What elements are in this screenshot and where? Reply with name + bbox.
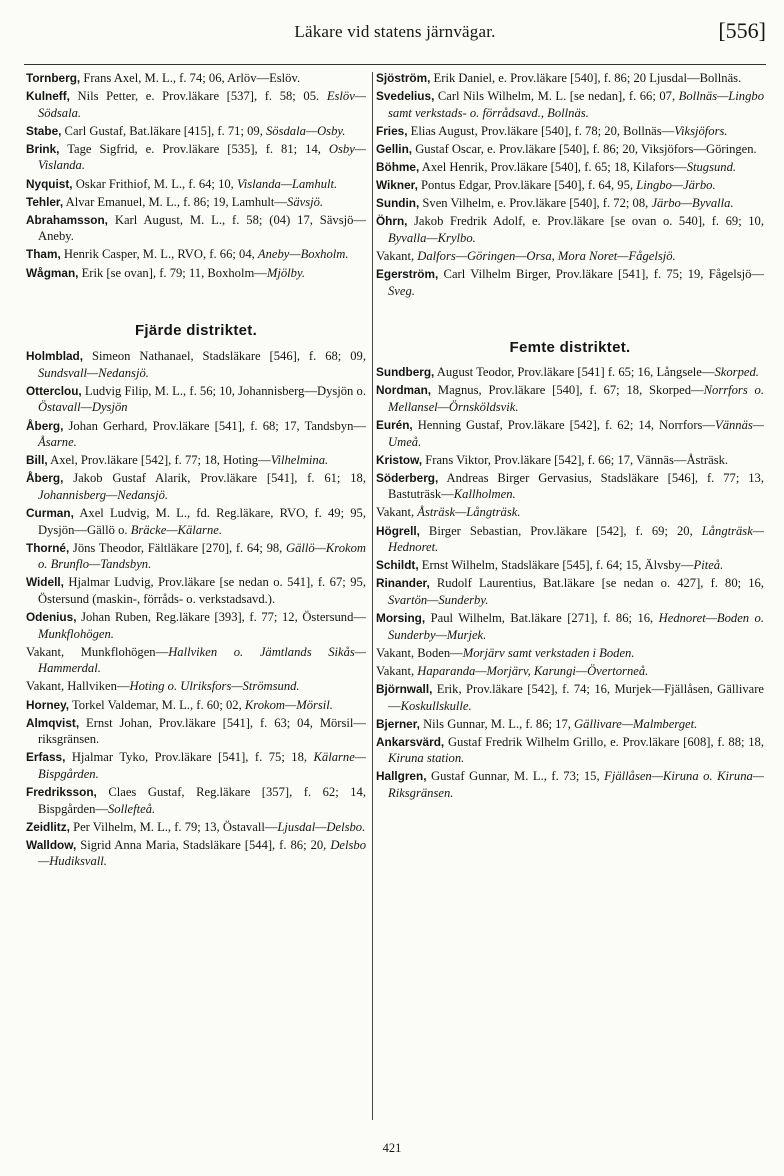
directory-entry bbox=[26, 123, 366, 140]
entry-place: Gällivare—Malmberget. bbox=[574, 716, 698, 731]
directory-entry bbox=[26, 784, 366, 817]
entry-text: Gustaf Oscar, e. Prov.läkare [540], f. 86; 20, Viksjöfors—Göringen. bbox=[412, 141, 757, 156]
directory-entry bbox=[376, 382, 764, 415]
directory-entry bbox=[376, 248, 764, 265]
entry-place: Johannisberg—Nedansjö. bbox=[38, 487, 169, 502]
entry-name: Hallgren, bbox=[376, 769, 427, 784]
directory-entry bbox=[26, 678, 366, 695]
directory-entry bbox=[376, 88, 764, 121]
entry-name: Söderberg, bbox=[376, 470, 439, 485]
entry-name: Morsing, bbox=[376, 611, 426, 626]
entry-name: Widell, bbox=[26, 575, 64, 590]
entry-text: Axel, Prov.läkare [542], f. 77; 18, Hoting— bbox=[47, 453, 271, 468]
directory-entry bbox=[376, 523, 764, 556]
entry-place: Munkflohögen. bbox=[38, 626, 114, 641]
entry-text: Ernst Johan, Prov.läkare [541], f. 63; 04, Mörsil—riksgränsen. bbox=[38, 715, 366, 747]
entry-name: Åberg, bbox=[26, 471, 64, 486]
entry-text: Erik [se ovan], f. 79; 11, Boxholm— bbox=[78, 265, 267, 280]
entry-text: Andreas Birger Gervasius, Stadsläkare [546], f. 77; 13, Bastuträsk— bbox=[388, 470, 764, 502]
entry-name: Stabe, bbox=[26, 123, 62, 138]
entry-text: Vakant, bbox=[376, 248, 418, 263]
entry-name: Bill, bbox=[26, 453, 48, 468]
entry-text: Erik, Prov.läkare [542], f. 74; 16, Murjek—Fjällåsen, Gällivare— bbox=[388, 681, 764, 713]
entry-place: Skorped. bbox=[714, 365, 759, 380]
entry-place: Vislanda—Lamhult. bbox=[236, 176, 338, 191]
directory-entry bbox=[376, 177, 764, 194]
entry-text: Birger Sebastian, Prov.läkare [542], f. 69; 20, bbox=[419, 523, 702, 538]
section-title-fjarde: Fjärde distriktet. bbox=[134, 322, 258, 340]
entry-place: Viksjöfors. bbox=[674, 123, 728, 138]
entry-name: Öhrn, bbox=[376, 214, 408, 229]
entry-place: Krokom—Mörsil. bbox=[244, 697, 333, 712]
directory-entry bbox=[376, 266, 764, 299]
directory-entry bbox=[376, 452, 764, 469]
entry-place: Svartön—Sunderby. bbox=[388, 592, 489, 607]
entry-text: Nils Petter, e. Prov.läkare [537], f. 58; 05. bbox=[69, 89, 327, 104]
entry-place: Sösdala—Osby. bbox=[266, 123, 346, 138]
entry-name: Böhme, bbox=[376, 159, 420, 174]
entry-text: Frans Viktor, Prov.läkare [542], f. 66; 17, Vännäs—Åsträsk. bbox=[422, 452, 729, 467]
entry-place: Fjällåsen—Kiruna o. Kiruna—Riksgränsen. bbox=[388, 769, 764, 800]
entry-place: Osby—Vislanda. bbox=[38, 141, 366, 173]
left-column bbox=[26, 70, 366, 871]
directory-entry bbox=[376, 470, 764, 503]
entry-name: Erfass, bbox=[26, 750, 66, 765]
entry-name: Nyquist, bbox=[26, 176, 73, 191]
directory-entry bbox=[376, 575, 764, 608]
right-entries-top bbox=[376, 70, 764, 299]
directory-entry bbox=[376, 768, 764, 801]
directory-entry bbox=[376, 159, 764, 176]
directory-entry bbox=[26, 574, 366, 607]
entry-text: Tage Sigfrid, e. Prov.läkare [535], f. 81; 14, bbox=[59, 141, 329, 156]
entry-name: Almqvist, bbox=[26, 715, 80, 730]
entry-place: Norrfors o. Mellansel—Örnsköldsvik. bbox=[388, 383, 764, 414]
entry-text: Rudolf Laurentius, Bat.läkare [se nedan o. 427], f. 80; 16, bbox=[429, 576, 764, 591]
entry-text: Axel Ludvig, M. L., fd. Reg.läkare, RVO, f. 49; 95, Dysjön—Gällö o. bbox=[38, 505, 366, 537]
entry-place: Ljusdal—Delsbo. bbox=[277, 819, 366, 834]
entry-place: Sundsvall—Nedansjö. bbox=[38, 365, 149, 380]
directory-entry bbox=[376, 123, 764, 140]
entry-name: Fries, bbox=[376, 123, 408, 138]
directory-entry bbox=[26, 837, 366, 870]
entry-text: Sven Vilhelm, e. Prov.läkare [540], f. 72; 08, bbox=[419, 196, 652, 211]
entry-place: Sävsjö. bbox=[287, 194, 324, 209]
entry-name: Gellin, bbox=[376, 141, 413, 156]
entry-name: Nordman, bbox=[376, 383, 432, 398]
entry-place: Hoting o. Ulriksfors—Strömsund. bbox=[129, 679, 300, 694]
entry-text: Carl Nils Wilhelm, M. L. [se nedan], f. 66; 07, bbox=[434, 89, 679, 104]
entry-place: Kallholmen. bbox=[453, 487, 516, 502]
entry-name: Tehler, bbox=[26, 194, 64, 209]
directory-entry bbox=[26, 819, 366, 836]
entry-text: Ernst Wilhelm, Stadsläkare [545], f. 64; 15, Älvsby— bbox=[418, 558, 694, 573]
entry-text: Alvar Emanuel, M. L., f. 86; 19, Lamhult— bbox=[63, 194, 288, 209]
entry-name: Sundberg, bbox=[376, 365, 435, 380]
directory-entry bbox=[26, 644, 366, 677]
entry-name: Bjerner, bbox=[376, 716, 420, 731]
entry-text: Axel Henrik, Prov.läkare [540], f. 65; 18, Kilafors— bbox=[419, 159, 687, 174]
right-column bbox=[376, 70, 764, 803]
entry-place: Sveg. bbox=[388, 283, 415, 298]
entry-place: Morjärv samt verkstaden i Boden. bbox=[462, 645, 635, 660]
left-entries-top bbox=[26, 70, 366, 281]
entry-text: Vakant, Hallviken— bbox=[26, 679, 130, 694]
entry-text: Elias August, Prov.läkare [540], f. 78; 20, Bollnäs— bbox=[407, 123, 675, 138]
entry-text: Simeon Nathanael, Stadsläkare [546], f. 68; 09, bbox=[83, 349, 366, 364]
entry-text: Jakob Fredrik Adolf, e. Prov.läkare [se ovan o. 540], f. 69; 10, bbox=[407, 214, 764, 229]
entry-text: Vakant, bbox=[376, 505, 418, 520]
entry-name: Eurén, bbox=[376, 418, 413, 432]
entry-name: Egerström, bbox=[376, 267, 439, 282]
entry-name: Sundin, bbox=[376, 196, 420, 211]
directory-entry bbox=[376, 213, 764, 246]
entry-text: Erik Daniel, e. Prov.läkare [540], f. 86; 20 Ljusdal—Bollnäs. bbox=[430, 71, 742, 85]
directory-entry bbox=[26, 176, 366, 193]
section-title-femte: Femte distriktet. bbox=[509, 339, 631, 357]
entry-text: Vakant, Boden— bbox=[376, 645, 463, 660]
directory-entry bbox=[26, 715, 366, 748]
entry-text: Carl Gustaf, Bat.läkare [415], f. 71; 09, bbox=[61, 123, 266, 138]
entry-name: Horney, bbox=[26, 697, 70, 712]
directory-entry bbox=[376, 734, 764, 767]
directory-entry bbox=[26, 383, 366, 416]
entry-text: Magnus, Prov.läkare [540], f. 67; 18, Skorped— bbox=[431, 383, 704, 398]
directory-entry bbox=[376, 417, 764, 450]
directory-entry bbox=[376, 610, 764, 643]
entry-name: Brink, bbox=[26, 141, 60, 156]
directory-entry bbox=[26, 265, 366, 282]
directory-entry bbox=[376, 70, 764, 87]
entry-place: Sollefteå. bbox=[107, 801, 156, 816]
entry-text: Hjalmar Tyko, Prov.läkare [541], f. 75; 18, bbox=[65, 750, 314, 765]
entry-name: Ankarsvärd, bbox=[376, 734, 445, 749]
directory-entry bbox=[26, 505, 366, 538]
entry-place: Åsarne. bbox=[38, 435, 77, 450]
entry-place: Bollnäs—Lingbo samt verkstads- o. förrådsavd., Bollnäs. bbox=[388, 89, 764, 120]
entry-place: Haparanda—Morjärv, Karungi—Övertorneå. bbox=[417, 663, 649, 678]
entry-name: Björnwall, bbox=[376, 681, 433, 696]
entry-text: Claes Gustaf, Reg.läkare [357], f. 62; 14, Bispgården— bbox=[38, 784, 366, 816]
entry-place: Vilhelmina. bbox=[270, 453, 329, 468]
entry-text: Jöns Theodor, Fältläkare [270], f. 64; 98, bbox=[69, 540, 286, 555]
directory-entry bbox=[26, 418, 366, 451]
directory-entry bbox=[26, 88, 366, 121]
entry-name: Tornberg, bbox=[26, 71, 81, 85]
entry-place: Bräcke—Kälarne. bbox=[130, 522, 222, 537]
entry-name: Fredriksson, bbox=[26, 784, 97, 799]
directory-entry bbox=[376, 645, 764, 662]
left-entries-bottom bbox=[26, 348, 366, 870]
entry-place: Lingbo—Järbo. bbox=[636, 178, 716, 193]
entry-text: Pontus Edgar, Prov.läkare [540], f. 64, 95, bbox=[417, 178, 637, 193]
entry-place: Piteå. bbox=[693, 558, 724, 573]
directory-entry bbox=[26, 141, 366, 174]
entry-text: Vakant, bbox=[376, 663, 418, 678]
entry-place: Långträsk—Hednoret. bbox=[388, 523, 764, 555]
entry-text: Henning Gustaf, Prov.läkare [542], f. 62; 14, Norrfors— bbox=[412, 418, 716, 432]
header-rule bbox=[24, 64, 766, 65]
entry-text: Frans Axel, M. L., f. 74; 06, Arlöv—Eslöv. bbox=[80, 71, 301, 85]
directory-entry bbox=[26, 246, 366, 263]
entry-name: Kulneff, bbox=[26, 89, 70, 104]
entry-name: Sjöström, bbox=[376, 71, 431, 85]
entry-text: Per Vilhelm, M. L., f. 79; 13, Östavall— bbox=[69, 819, 278, 834]
directory-entry bbox=[376, 141, 764, 158]
directory-entry bbox=[376, 364, 764, 381]
entry-text: Vakant, Munkflohögen— bbox=[26, 644, 169, 659]
entry-text: Gustaf Fredrik Wilhelm Grillo, e. Prov.läkare [608], f. 88; 18, bbox=[444, 734, 764, 749]
entry-text: Henrik Casper, M. L., RVO, f. 66; 04, bbox=[60, 247, 258, 262]
entry-place: Mjölby. bbox=[266, 265, 305, 280]
entry-text: Paul Wilhelm, Bat.läkare [271], f. 86; 16, bbox=[425, 611, 659, 626]
entry-place: Dalfors—Göringen—Orsa, Mora Noret—Fågelsjö. bbox=[417, 248, 676, 263]
entry-place: Eslöv—Södsala. bbox=[38, 89, 366, 120]
entry-place: Aneby—Boxholm. bbox=[257, 247, 349, 262]
entry-name: Wikner, bbox=[376, 178, 418, 193]
entry-name: Holmblad, bbox=[26, 349, 84, 364]
directory-entry bbox=[26, 609, 366, 642]
directory-entry bbox=[26, 540, 366, 573]
page-title: Läkare vid statens järnvägar. bbox=[294, 22, 496, 41]
entry-name: Curman, bbox=[26, 505, 74, 520]
entry-text: Sigrid Anna Maria, Stadsläkare [544], f. 86; 20, bbox=[76, 837, 331, 852]
entry-place: Åsträsk—Långträsk. bbox=[417, 505, 521, 520]
entry-name: Tham, bbox=[26, 247, 61, 262]
entry-place: Vännäs—Umeå. bbox=[388, 418, 764, 449]
page-header bbox=[24, 12, 766, 44]
entry-text: Ludvig Filip, M. L., f. 56; 10, Johannisberg—Dysjön o. bbox=[81, 383, 366, 398]
entry-name: Svedelius, bbox=[376, 89, 435, 104]
directory-entry bbox=[26, 70, 366, 87]
entry-name: Högrell, bbox=[376, 523, 420, 538]
entry-place: Kiruna station. bbox=[388, 751, 465, 766]
directory-entry bbox=[376, 681, 764, 714]
entry-text: Hjalmar Ludvig, Prov.läkare [se nedan o. 541], f. 67; 95, Östersund (maskin-, förråds- o. verkstadsavd.). bbox=[38, 575, 366, 606]
entry-name: Abrahamsson, bbox=[26, 212, 108, 227]
directory-entry bbox=[376, 663, 764, 680]
directory-entry bbox=[26, 697, 366, 714]
entry-place: Kälarne—Bispgården. bbox=[38, 750, 366, 781]
directory-entry bbox=[26, 470, 366, 503]
entry-name: Odenius, bbox=[26, 610, 77, 625]
directory-entry bbox=[376, 557, 764, 574]
directory-entry bbox=[26, 194, 366, 211]
entry-name: Wågman, bbox=[26, 265, 79, 280]
entry-place: Koskullskulle. bbox=[400, 698, 472, 713]
entry-name: Schildt, bbox=[376, 558, 419, 573]
entry-place: Gällö—Krokom o. Brunflo—Tandsbyn. bbox=[38, 540, 366, 572]
entry-name: Thorné, bbox=[26, 540, 70, 555]
entry-name: Walldow, bbox=[26, 837, 77, 852]
entry-text: Gustaf Gunnar, M. L., f. 73; 15, bbox=[426, 769, 605, 784]
directory-entry bbox=[26, 749, 366, 782]
entry-place: Hednoret—Boden o. Sunderby—Murjek. bbox=[388, 611, 765, 642]
entry-place: Hallviken o. Jämtlands Sikås—Hammerdal. bbox=[38, 644, 366, 676]
directory-entry bbox=[376, 504, 764, 521]
entry-name: Rinander, bbox=[376, 576, 430, 591]
entry-place: Delsbo—Hudiksvall. bbox=[38, 837, 366, 869]
page-number-bracket: [556] bbox=[718, 18, 766, 43]
directory-entry bbox=[376, 716, 764, 733]
entry-text: Johan Ruben, Reg.läkare [393], f. 77; 12, Östersund— bbox=[76, 610, 366, 625]
entry-text: Carl Vilhelm Birger, Prov.läkare [541], f. 75; 19, Fågelsjö— bbox=[438, 267, 764, 282]
entry-text: Oskar Frithiof, M. L., f. 64; 10, bbox=[72, 176, 237, 191]
entry-text: Torkel Valdemar, M. L., f. 60; 02, bbox=[69, 697, 245, 712]
entry-place: Stugsund. bbox=[686, 159, 737, 174]
page-footer-number: 421 bbox=[382, 1141, 402, 1155]
entry-text: Nils Gunnar, M. L., f. 86; 17, bbox=[419, 716, 575, 731]
entry-name: Kristow, bbox=[376, 452, 423, 467]
column-divider bbox=[372, 72, 373, 1120]
entry-place: Byvalla—Krylbo. bbox=[388, 230, 476, 245]
entry-name: Åberg, bbox=[26, 418, 64, 433]
entry-text: Karl August, M. L., f. 58; (04) 17, Sävsjö—Aneby. bbox=[38, 212, 366, 244]
entry-place: Östavall—Dysjön bbox=[38, 400, 128, 415]
entry-text: August Teodor, Prov.läkare [541] f. 65; 16, Långsele— bbox=[434, 365, 715, 380]
entry-name: Zeidlitz, bbox=[26, 819, 70, 834]
directory-entry bbox=[26, 452, 366, 469]
directory-entry bbox=[26, 212, 366, 245]
entry-text: Johan Gerhard, Prov.läkare [541], f. 68; 17, Tandsbyn— bbox=[63, 418, 366, 433]
directory-entry bbox=[376, 195, 764, 212]
entry-text: Jakob Gustaf Alarik, Prov.läkare [541], f. 61; 18, bbox=[63, 471, 366, 486]
entry-place: Järbo—Byvalla. bbox=[651, 196, 734, 211]
directory-entry bbox=[26, 348, 366, 381]
entry-name: Otterclou, bbox=[26, 383, 82, 398]
right-entries-bottom bbox=[376, 364, 764, 801]
